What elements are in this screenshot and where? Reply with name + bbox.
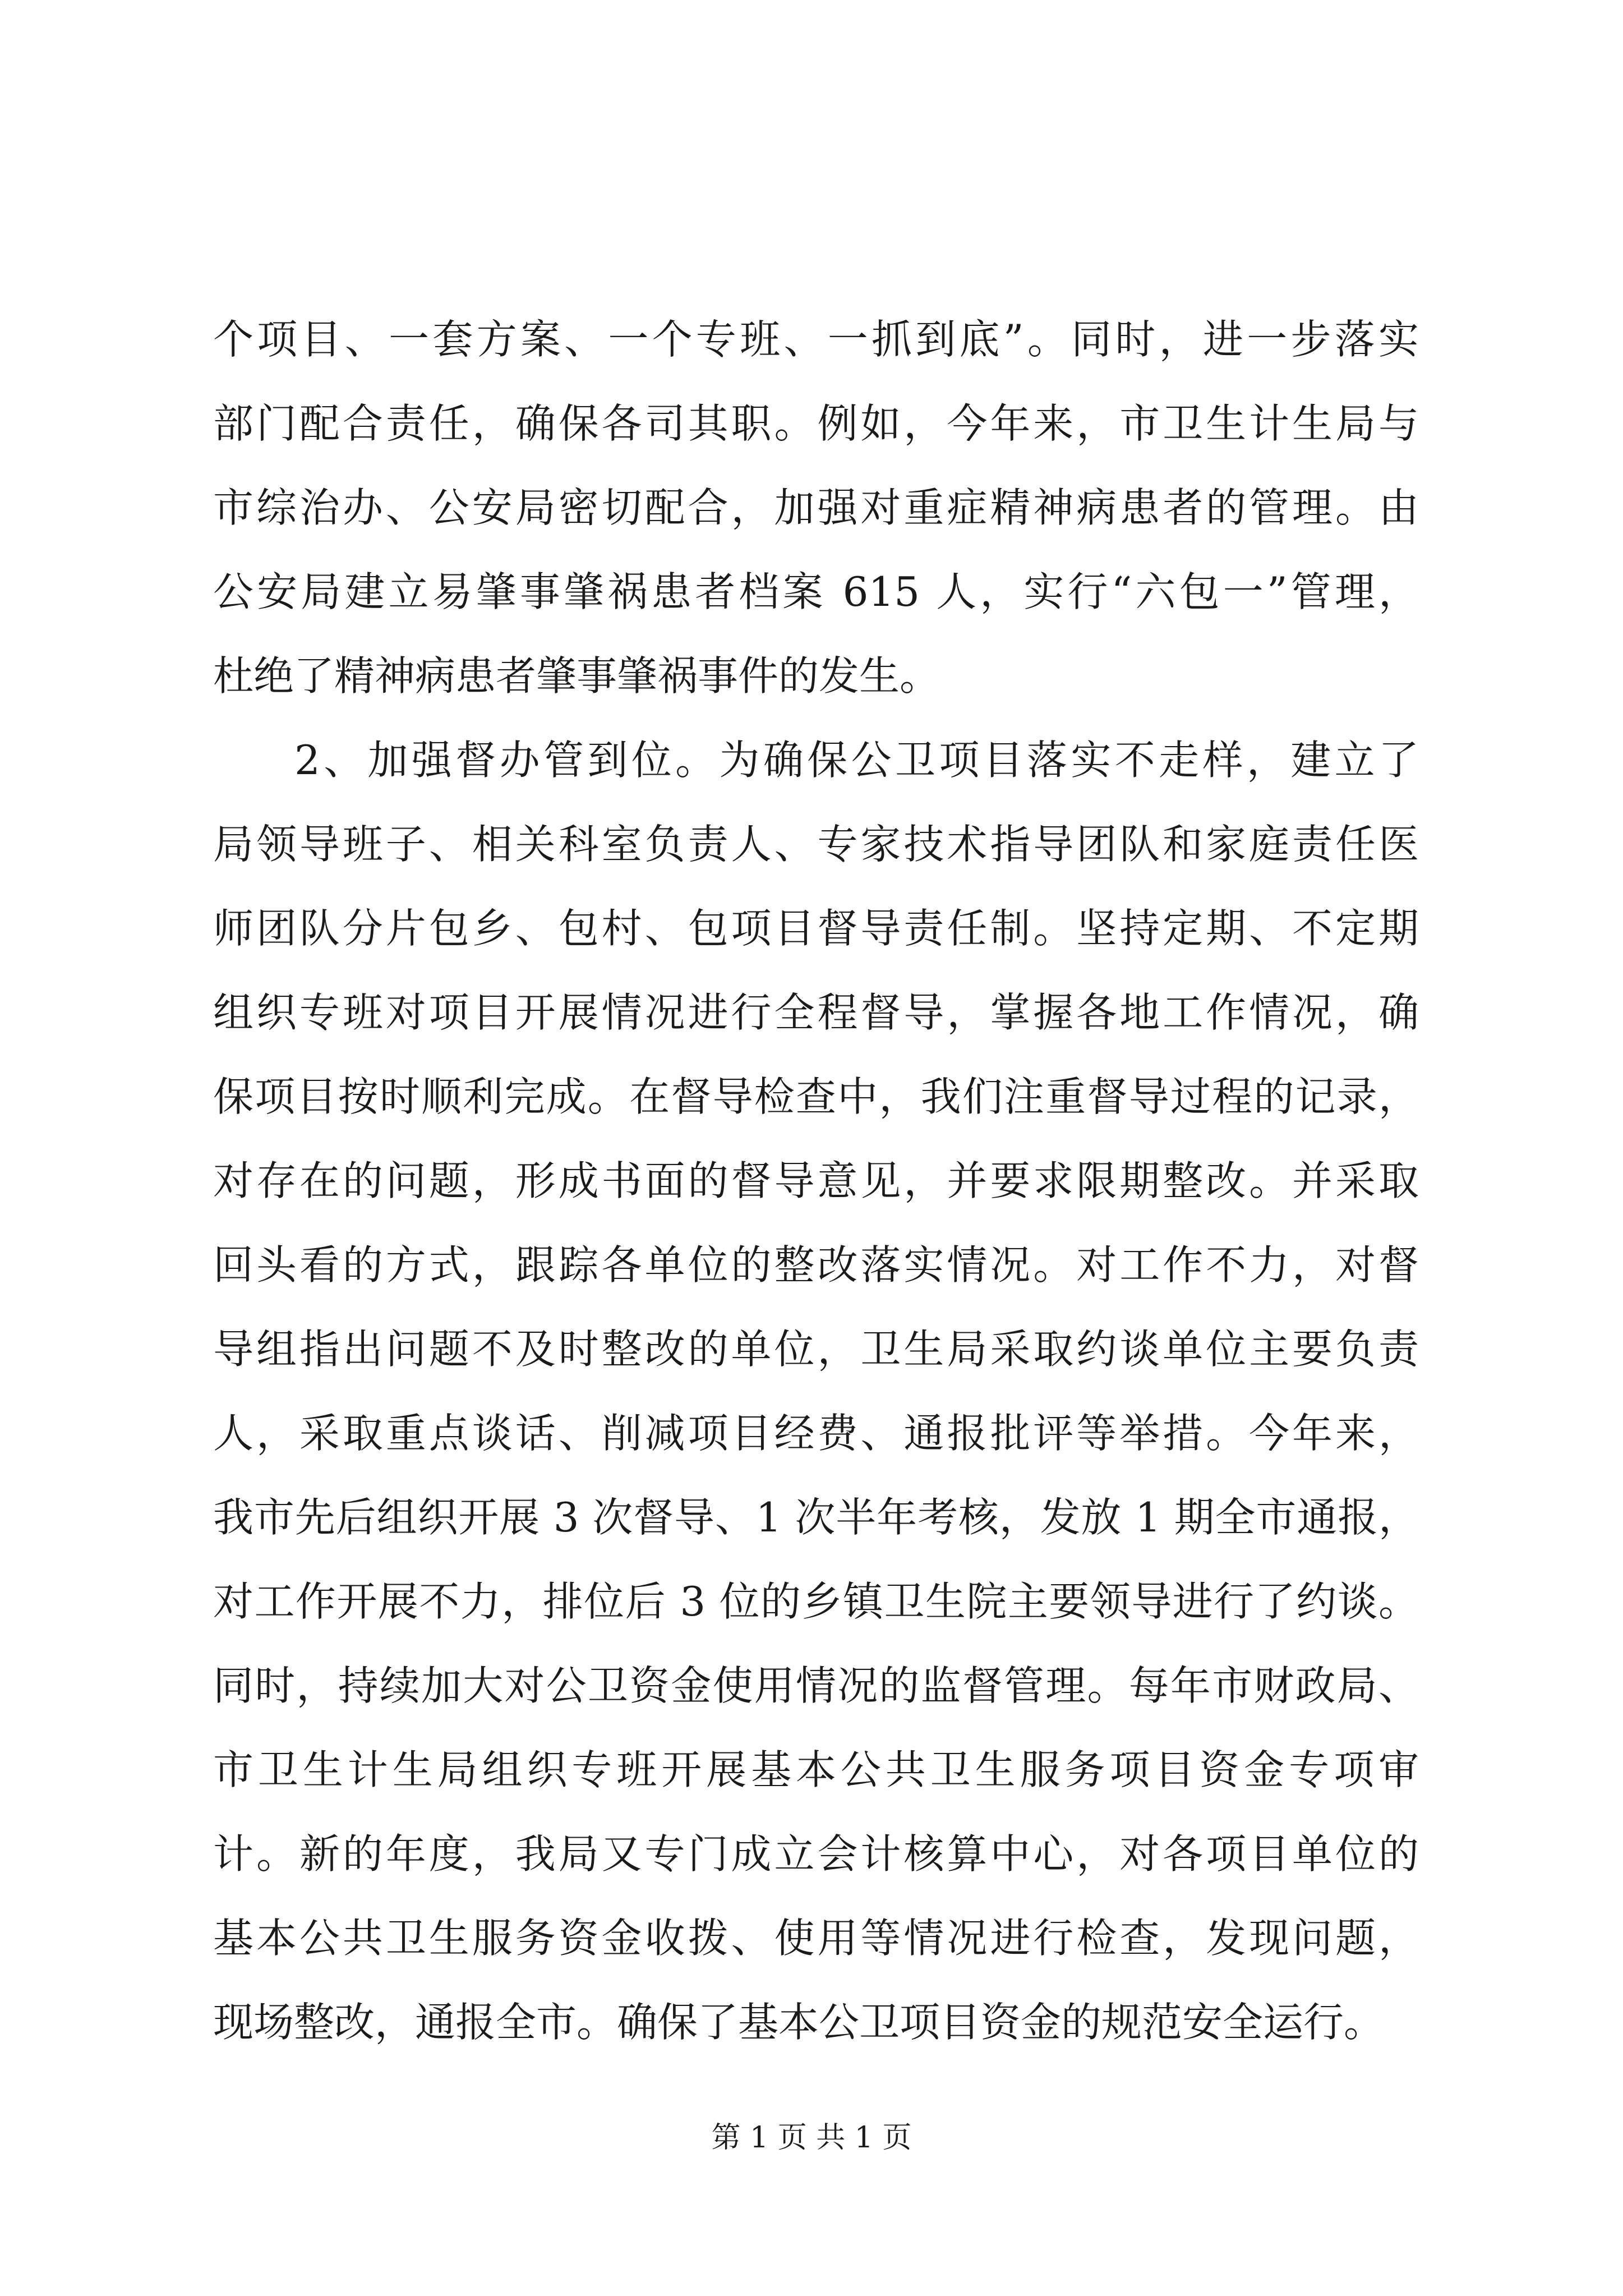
paragraph-line: 个项目、一套方案、一个专班、一抓到底”。同时，进一步落实 [213,316,1419,363]
paragraph-line: 现场整改，通报全市。确保了基本公卫项目资金的规范安全运行。 [213,1999,1385,2046]
paragraph-line: 组织专班对项目开展情况进行全程督导，掌握各地工作情况，确 [213,989,1419,1036]
paragraph-line: 局领导班子、相关科室负责人、专家技术指导团队和家庭责任医 [213,821,1419,868]
paragraph-line: 公安局建立易肇事肇祸患者档案 615 人，实行“六包一”管理， [213,568,1419,615]
paragraph-line: 2、加强督办管到位。为确保公卫项目落实不走样，建立了 [294,737,1419,784]
paragraph-line: 师团队分片包乡、包村、包项目督导责任制。坚持定期、不定期 [213,905,1419,952]
paragraph-line: 计。新的年度，我局又专门成立会计核算中心，对各项目单位的 [213,1830,1419,1878]
paragraph-line: 保项目按时顺利完成。在督导检查中，我们注重督导过程的记录， [213,1073,1419,1120]
paragraph-line: 导组指出问题不及时整改的单位，卫生局采取约谈单位主要负责 [213,1326,1419,1373]
paragraph-line: 杜绝了精神病患者肇事肇祸事件的发生。 [213,652,940,700]
paragraph-line: 部门配合责任，确保各司其职。例如，今年来，市卫生计生局与 [213,400,1419,447]
paragraph-line: 市综治办、公安局密切配合，加强对重症精神病患者的管理。由 [213,484,1419,531]
paragraph-line: 对存在的问题，形成书面的督导意见，并要求限期整改。并采取 [213,1157,1419,1204]
paragraph-line: 回头看的方式，跟踪各单位的整改落实情况。对工作不力，对督 [213,1241,1419,1289]
paragraph-line: 基本公共卫生服务资金收拨、使用等情况进行检查，发现问题， [213,1915,1419,1962]
paragraph-line: 同时，持续加大对公卫资金使用情况的监督管理。每年市财政局、 [213,1662,1419,1709]
paragraph-line: 我市先后组织开展 3 次督导、1 次半年考核，发放 1 期全市通报， [213,1494,1419,1541]
paragraph-line: 市卫生计生局组织专班开展基本公共卫生服务项目资金专项审 [213,1746,1419,1793]
paragraph-line: 对工作开展不力，排位后 3 位的乡镇卫生院主要领导进行了约谈。 [213,1578,1419,1625]
page-number-footer: 第 1 页 共 1 页 [711,2121,912,2155]
paragraph-line: 人，采取重点谈话、削减项目经费、通报批评等举措。今年来， [213,1410,1419,1457]
